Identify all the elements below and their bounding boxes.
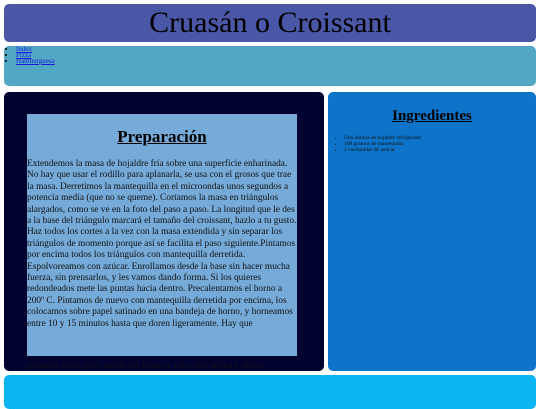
nav-list — [4, 46, 536, 64]
ingredients-list — [328, 135, 536, 153]
nav-link-pizza[interactable]: Pizza — [16, 51, 32, 59]
nav-bar — [4, 46, 536, 86]
footer-bar — [4, 375, 536, 409]
preparation-heading: Preparación — [117, 127, 207, 146]
nav-item-hamburguesa — [16, 58, 536, 64]
preparation-text: Extendemos la masa de hojaldre fría sobre una superficie enharinada. No hay que usar el rodillo para aplanarla, se usa con el grosos que trae la masa. Derretimos la mantequilla en el microondas unos segundos a potencia media (que no se queme). Cortamos la masa en triángulos alargados, como se ve en la foto del paso a paso. La longitud que le des a la base del triángulo marcará el tamaño del croissant, hazlo a tu gusto. Haz todos los cortes a la vez con la masa extendida y sin separar los triángulos de momento porque así se facilita el paso siguiente.Pintamos por encima todos los triángulos con mantequilla derretida. Espolvoreamos con azúcar. Enrollamos desde la base sin hacer mucha fuerza, sin prensarlos, y les vamos dando forma. Si los quieres redondeados mete las puntas hacia dentro. Precalentamos el horno a 200º C. Pintamos de nuevo con mantequilla derretida por encima, los colocamos sobre papel satinado en una bandeja de horno, y horneamos entre 10 y 15 minutos hasta que doren ligeramente. Hay que — [27, 159, 297, 329]
ingredients-section — [328, 92, 536, 371]
preparation-overflow-text: ponerlos en la parte media del horno y con calor arriba y abajo. — [27, 361, 265, 371]
ingredient-item: • 2 cucharadas de azúcar — [344, 147, 536, 153]
ingredient-item: • Una lámina de hojaldre refrigerado — [344, 135, 536, 141]
nav-link-index[interactable]: Index — [16, 45, 32, 53]
preparation-section — [4, 92, 324, 371]
ingredient-item: • 100 gramos de mantequilla — [344, 141, 536, 147]
ingredients-heading: Ingredientes — [392, 108, 472, 124]
header-bar — [4, 4, 536, 42]
preparation-panel — [27, 114, 297, 356]
page-title: Cruasán o Croissant — [149, 6, 391, 39]
nav-link-hamburguesa[interactable]: Hamburguesa — [16, 57, 55, 65]
